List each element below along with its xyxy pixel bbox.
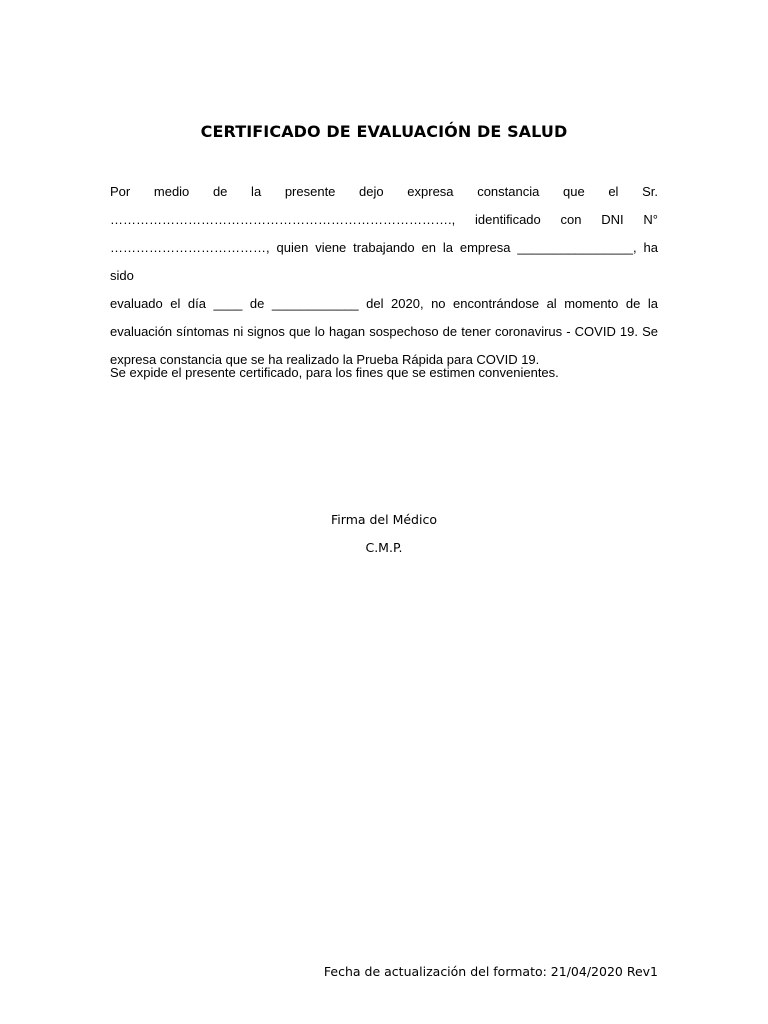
paragraph-line: expresa constancia que se ha realizado la Prueba Rápida para COVID 19. [110,352,540,367]
signature-label: Firma del Médico [331,512,437,527]
paragraph-line: ……………………………………………………………………., identificado con DNI N° [110,212,658,227]
paragraph-line: evaluación síntomas ni signos que lo hagan sospechoso de tener coronavirus - COVID 19. Se [110,324,658,339]
paragraph-line: evaluado el día ____ de ____________ del 2020, no encontrándose al momento de la [110,296,658,311]
document-title: CERTIFICADO DE EVALUACIÓN DE SALUD [200,122,568,141]
issuance-paragraph: Se expide el presente certificado, para los fines que se estimen convenientes. [110,365,559,380]
certificate-paragraph [110,178,658,374]
paragraph-line: ………………………………, quien viene trabajando en la empresa ________________, ha sido [110,240,658,283]
signature-cmp: C.M.P. [365,540,403,555]
paragraph-line: Por medio de la presente dejo expresa constancia que el Sr. [110,184,658,199]
format-footer: Fecha de actualización del formato: 21/04/2020 Rev1 [323,964,658,979]
